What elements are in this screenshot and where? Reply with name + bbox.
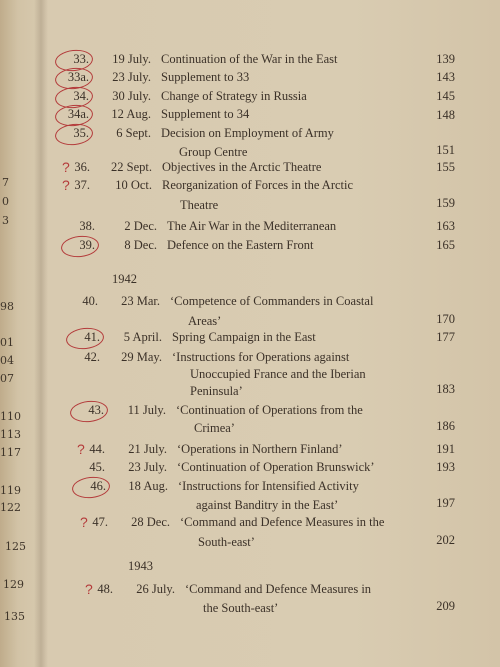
directive-number: 33.	[73, 52, 89, 66]
directive-number: 33a.	[67, 70, 89, 84]
directive-title-line: Continuation of the War in the East	[161, 52, 338, 66]
pen-question-mark-icon: ?	[77, 441, 85, 457]
directive-title-line: Group Centre	[179, 145, 248, 159]
directive-title-line: ‘Operations in Northern Finland’	[177, 442, 343, 456]
page-number: 209	[436, 599, 455, 613]
directive-date: 2 Dec.	[124, 219, 157, 233]
margin-page-number: 117	[0, 446, 21, 459]
page-number: 151	[436, 143, 455, 157]
page-number: 139	[436, 52, 455, 66]
directive-title-line: ‘Command and Defence Measures in	[185, 582, 372, 596]
page-number: 191	[436, 442, 455, 456]
directive-title-line: South-east’	[198, 535, 255, 549]
directive-title-line: Theatre	[180, 198, 219, 212]
year-heading: 1942	[112, 272, 137, 286]
page-number: 170	[436, 312, 455, 326]
margin-page-number: 125	[5, 540, 26, 553]
margin-page-number: 04	[0, 354, 14, 367]
directive-date: 19 July.	[112, 52, 151, 66]
pen-question-mark-icon: ?	[62, 177, 70, 193]
directive-title-line: Reorganization of Forces in the Arctic	[162, 178, 354, 192]
margin-page-number: 135	[4, 610, 25, 623]
page-number: 183	[436, 382, 455, 396]
page-number: 202	[436, 533, 455, 547]
margin-page-number: 113	[0, 428, 21, 441]
directive-number: 48.	[97, 582, 113, 596]
directive-date: 18 Aug.	[128, 479, 168, 493]
directive-date: 23 July.	[128, 460, 167, 474]
directive-title-line: ‘Command and Defence Measures in the	[180, 515, 385, 529]
directive-number: 39.	[79, 238, 95, 252]
margin-page-number: 3	[2, 214, 9, 227]
directive-date: 26 July.	[136, 582, 175, 596]
page-number: 165	[436, 238, 455, 252]
directive-date: 23 Mar.	[121, 294, 160, 308]
margin-page-number: 07	[0, 372, 14, 385]
directive-number: 36.	[74, 160, 90, 174]
directive-title-line: Change of Strategy in Russia	[161, 89, 307, 103]
directive-date: 11 July.	[127, 403, 166, 417]
directive-title-line: ‘Continuation of Operation Brunswick’	[177, 460, 375, 474]
page-number: 163	[436, 219, 455, 233]
page-number: 143	[436, 70, 455, 84]
directive-title-line: Spring Campaign in the East	[172, 330, 316, 344]
directive-title-line: ‘Instructions for Intensified Activity	[178, 479, 359, 493]
directive-title-line: Supplement to 33	[161, 70, 250, 84]
directive-number: 34.	[73, 89, 89, 103]
directive-date: 8 Dec.	[124, 238, 157, 252]
directive-date: 30 July.	[112, 89, 151, 103]
margin-page-number: 01	[0, 336, 14, 349]
directive-title-line: Crimea’	[194, 421, 235, 435]
margin-page-number: 119	[0, 484, 21, 497]
directive-date: 12 Aug.	[111, 107, 151, 121]
directive-title-line: ‘Continuation of Operations from the	[176, 403, 363, 417]
directive-number: 41.	[84, 330, 100, 344]
previous-page-margin	[0, 0, 36, 667]
page-number: 177	[436, 330, 455, 344]
directive-date: 21 July.	[128, 442, 167, 456]
directive-title-line: Supplement to 34	[161, 107, 250, 121]
directive-title-line: against Banditry in the East’	[196, 498, 339, 512]
directive-title-line: ‘Instructions for Operations against	[172, 350, 350, 364]
directive-date: 29 May.	[121, 350, 162, 364]
directive-title-line: Peninsula’	[190, 384, 243, 398]
pen-question-mark-icon: ?	[62, 159, 70, 175]
page-number: 186	[436, 419, 455, 433]
directive-date: 23 July.	[112, 70, 151, 84]
directive-title-line: Decision on Employment of Army	[161, 126, 334, 140]
margin-page-number: 129	[3, 578, 24, 591]
directive-number: 44.	[89, 442, 105, 456]
directive-title-line: Defence on the Eastern Front	[167, 238, 314, 252]
page-number: 193	[436, 460, 455, 474]
pen-question-mark-icon: ?	[85, 581, 93, 597]
page-number: 197	[436, 496, 455, 510]
directive-date: 5 April.	[123, 330, 162, 344]
page-number: 148	[436, 108, 455, 122]
page-number: 159	[436, 196, 455, 210]
directive-number: 42.	[84, 350, 100, 364]
margin-page-number: 122	[0, 501, 21, 514]
directive-title-line: Areas’	[188, 314, 222, 328]
directive-title-line: ‘Competence of Commanders in Coastal	[170, 294, 374, 308]
directive-number: 40.	[82, 294, 98, 308]
directive-title-line: the South-east’	[203, 601, 279, 615]
year-heading: 1943	[128, 559, 153, 573]
directive-number: 47.	[92, 515, 108, 529]
directive-title-line: The Air War in the Mediterranean	[167, 219, 337, 233]
page-number: 155	[436, 160, 455, 174]
directive-number: 43.	[88, 403, 104, 417]
directive-date: 10 Oct.	[115, 178, 152, 192]
page-number: 145	[436, 89, 455, 103]
directive-number: 35.	[73, 126, 89, 140]
directive-date: 22 Sept.	[111, 160, 152, 174]
directive-date: 6 Sept.	[116, 126, 151, 140]
directive-number: 45.	[89, 460, 105, 474]
directive-number: 46.	[90, 479, 106, 493]
directive-number: 37.	[74, 178, 90, 192]
margin-page-number: 7	[2, 176, 9, 189]
margin-page-number: 0	[2, 195, 9, 208]
directive-title-line: Objectives in the Arctic Theatre	[162, 160, 322, 174]
directive-date: 28 Dec.	[131, 515, 170, 529]
pen-question-mark-icon: ?	[80, 514, 88, 530]
directive-number: 38.	[79, 219, 95, 233]
directive-title-line: Unoccupied France and the Iberian	[190, 367, 366, 381]
margin-page-number: 98	[0, 300, 14, 313]
margin-page-number: 110	[0, 410, 21, 423]
directive-number: 34a.	[67, 107, 89, 121]
